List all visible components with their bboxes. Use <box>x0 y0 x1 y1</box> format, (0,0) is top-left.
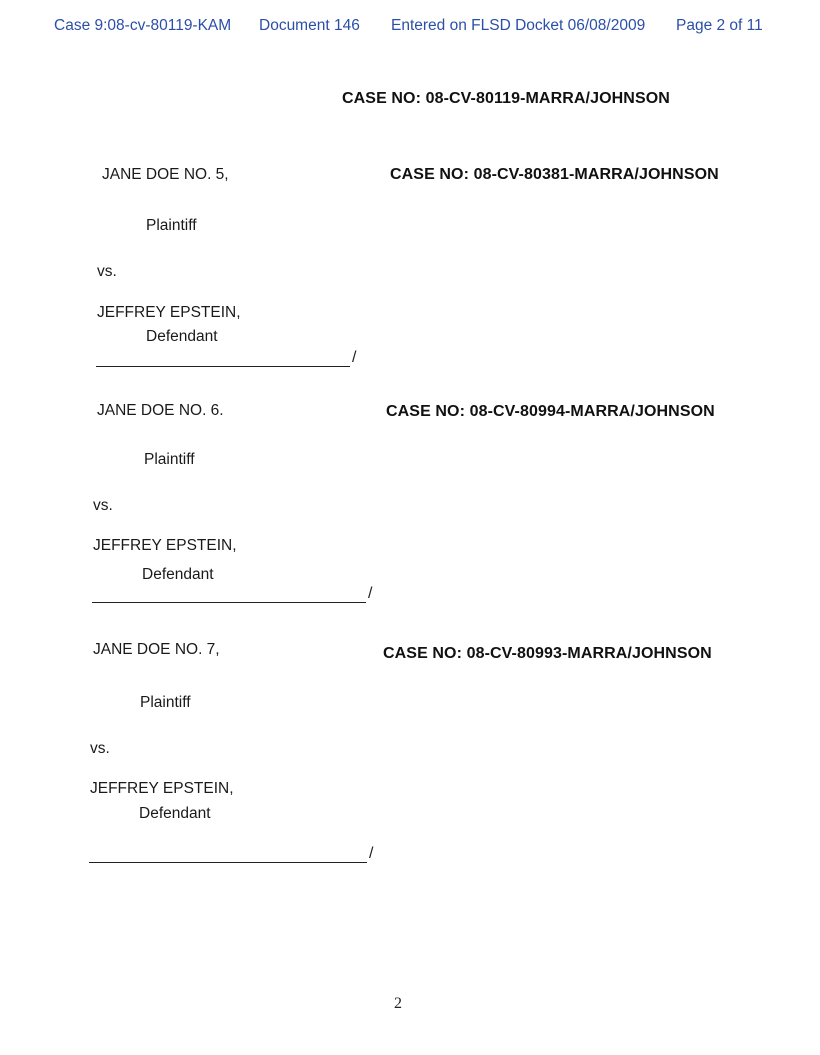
defendant-label: Defendant <box>146 328 218 345</box>
rule-slash: / <box>352 349 357 366</box>
defendant-name: JEFFREY EPSTEIN, <box>97 304 241 321</box>
versus-label: vs. <box>93 497 113 514</box>
signature-rule <box>92 602 366 603</box>
header-case: Case 9:08-cv-80119-KAM <box>54 17 232 34</box>
header-document: Document 146 <box>259 17 360 34</box>
page-number: 2 <box>394 995 402 1012</box>
defendant-label: Defendant <box>139 805 211 822</box>
case-number: CASE NO: 08-CV-80994-MARRA/JOHNSON <box>386 403 715 420</box>
plaintiff-name: JANE DOE NO. 5, <box>102 166 229 183</box>
signature-rule <box>96 366 350 367</box>
plaintiff-label: Plaintiff <box>146 217 197 234</box>
defendant-name: JEFFREY EPSTEIN, <box>93 537 237 554</box>
case-number: CASE NO: 08-CV-80993-MARRA/JOHNSON <box>383 645 712 662</box>
rule-slash: / <box>369 845 374 862</box>
main-case-number: CASE NO: 08-CV-80119-MARRA/JOHNSON <box>342 90 670 107</box>
plaintiff-name: JANE DOE NO. 7, <box>93 641 220 658</box>
versus-label: vs. <box>90 740 110 757</box>
rule-slash: / <box>368 585 373 602</box>
plaintiff-name: JANE DOE NO. 6. <box>97 402 224 419</box>
header-entered: Entered on FLSD Docket 06/08/2009 <box>391 17 646 34</box>
signature-rule <box>89 862 367 863</box>
versus-label: vs. <box>97 263 117 280</box>
case-number: CASE NO: 08-CV-80381-MARRA/JOHNSON <box>390 166 719 183</box>
defendant-label: Defendant <box>142 566 214 583</box>
plaintiff-label: Plaintiff <box>140 694 191 711</box>
defendant-name: JEFFREY EPSTEIN, <box>90 780 234 797</box>
header-page: Page 2 of 11 <box>676 17 763 34</box>
plaintiff-label: Plaintiff <box>144 451 195 468</box>
